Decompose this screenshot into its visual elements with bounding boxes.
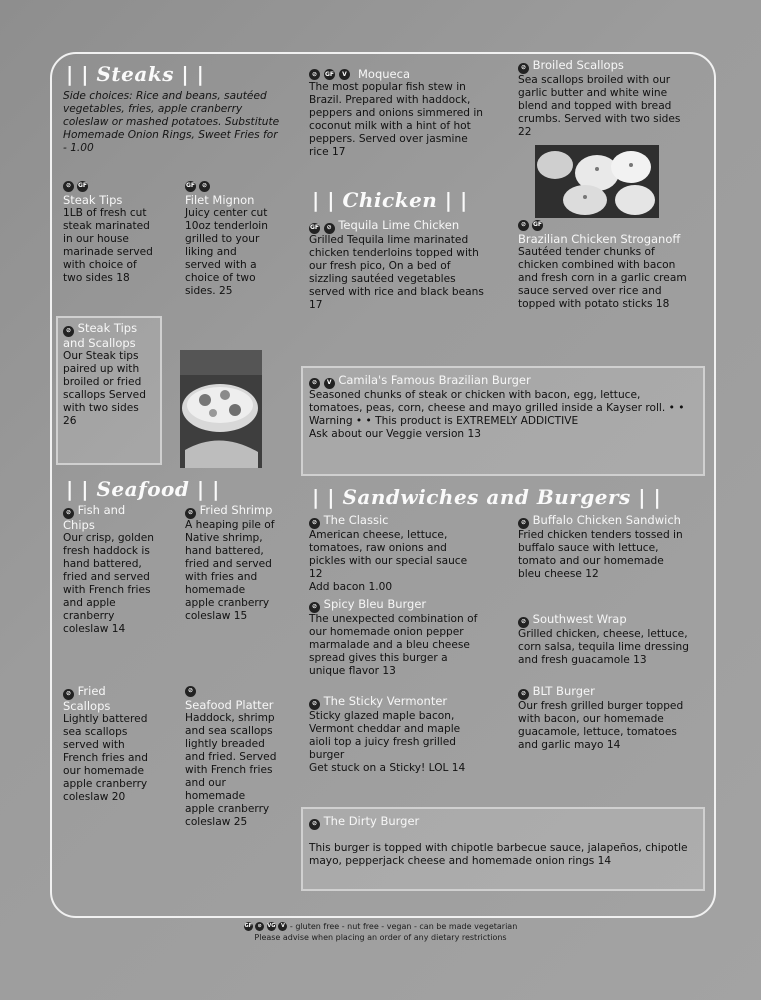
gluten-free-icon: GF — [77, 181, 88, 192]
item-description: A heaping pile of Native shrimp, hand battered, fried and served with fries and homemade apple cranberry coleslaw 15 — [185, 518, 275, 622]
item-description: Our Steak tips paired up with broiled or fried scallops Served with two sides 26 — [63, 349, 146, 427]
menu-item-southwest-wrap — [518, 612, 690, 667]
item-name: Fried Shrimp — [199, 503, 273, 517]
broiled-scallops-photo — [535, 145, 659, 218]
nut-free-icon: ⊘ — [63, 689, 74, 700]
item-description: Grilled chicken, cheese, lettuce, corn salsa, tequila lime dressing and fresh guacamole 13 — [518, 627, 689, 666]
item-description: The unexpected combination of our homemade onion pepper marmalade and a bleu cheese spread gives this burger a unique flavor 13 — [309, 612, 478, 677]
item-description: This burger is topped with chipotle barbecue sauce, jalapeños, chipotle mayo, pepperjack cheese and homemade onion rings 14 — [309, 841, 688, 867]
menu-item-chicken-stroganoff — [518, 218, 698, 311]
item-description: 1LB of fresh cut steak marinated in our house marinade served with choice of two sides 18 — [63, 207, 153, 284]
nut-free-icon: ⊘ — [255, 922, 264, 931]
nut-free-icon: ⊘ — [199, 181, 210, 192]
item-name: The Dirty Burger — [323, 814, 420, 828]
nut-free-icon: ⊘ — [63, 326, 74, 337]
vegetarian-icon: V — [278, 922, 287, 931]
gluten-free-icon: GF — [324, 69, 335, 80]
item-description: Fried chicken tenders tossed in buffalo sauce with lettuce, tomato and our homemade bleu cheese 12 — [518, 528, 683, 580]
nut-free-icon: ⊘ — [518, 617, 529, 628]
item-name: Broiled Scallops — [532, 58, 624, 72]
gluten-free-icon: GF — [244, 923, 252, 929]
nut-free-icon: ⊘ — [309, 699, 320, 710]
section-title-chicken: | | Chicken | | — [312, 188, 468, 212]
steak-scallops-photo — [180, 350, 262, 468]
nut-free-icon: ⊘ — [518, 63, 529, 74]
menu-item-buffalo-chicken — [518, 513, 688, 581]
menu-item-dirty-burger — [309, 814, 693, 868]
nut-free-icon: ⊘ — [309, 819, 320, 830]
item-description: Haddock, shrimp and sea scallops lightly breaded and fried. Served with French fries and our homemade apple cranberry coleslaw 25 — [185, 712, 277, 828]
item-extra: Add bacon 1.00 — [309, 580, 393, 593]
menu-item-broiled-scallops — [518, 58, 696, 139]
item-name: Moqueca — [358, 67, 410, 81]
item-description: Sautéed tender chunks of chicken combined with bacon and fresh corn in a garlic cream sauce served over rice and topped with potato sticks 18 — [518, 246, 687, 310]
menu-item-blt-burger — [518, 684, 690, 752]
menu-item-classic — [309, 513, 481, 594]
vegetarian-icon: V — [339, 69, 350, 80]
gluten-free-icon: GF — [185, 181, 196, 192]
item-name: Steak Tips — [63, 193, 123, 207]
item-name: BLT Burger — [532, 684, 595, 698]
nut-free-icon: ⊘ — [324, 223, 335, 234]
item-name: Spicy Bleu Burger — [323, 597, 427, 611]
item-description: Sticky glazed maple bacon, Vermont cheddar and maple aioli top a juicy fresh grilled burger — [309, 709, 461, 761]
nut-free-icon: ⊘ — [185, 508, 196, 519]
item-description: Lightly battered sea scallops served with French fries and our homemade apple cranberry coleslaw 20 — [63, 712, 148, 803]
item-name: The Classic — [323, 513, 389, 527]
item-description: The most popular fish stew in Brazil. Prepared with haddock, peppers and onions simmered in coconut milk with a hint of hot peppers. Served over jasmine rice 17 — [309, 81, 483, 158]
nut-free-icon: ⊘ — [309, 378, 320, 389]
menu-item-tequila-lime-chicken — [309, 218, 487, 312]
item-name: Southwest Wrap — [532, 612, 627, 626]
item-name: Seafood Platter — [185, 698, 274, 712]
steaks-side-note: Side choices: Rice and beans, sautéed vegetables, fries, apple cranberry coleslaw or mashed potatoes. Substitute Homemade Onion Rings, Sweet Fries for - 1.00 — [63, 90, 280, 154]
menu-item-fish-chips — [63, 503, 155, 636]
item-description: Sea scallops broiled with our garlic butter and white wine blend and topped with bread crumbs. Served with two sides 22 — [518, 73, 681, 138]
item-description: American cheese, lettuce, tomatoes, raw onions and pickles with our special sauce 12 — [309, 528, 468, 580]
dietary-legend — [0, 922, 761, 932]
nut-free-icon: ⊘ — [518, 689, 529, 700]
nut-free-icon: ⊘ — [518, 518, 529, 529]
menu-item-fried-scallops — [63, 684, 155, 804]
nut-free-icon: ⊘ — [518, 220, 529, 231]
item-name: Steak Tips and Scallops — [63, 321, 138, 350]
item-extra: Ask about our Veggie version 13 — [309, 427, 481, 440]
item-extra: Get stuck on a Sticky! LOL 14 — [309, 761, 466, 774]
item-description: Our fresh grilled burger topped with bacon, our homemade guacamole, lettuce, tomatoes and garlic mayo 14 — [518, 699, 684, 751]
item-name: Camila's Famous Brazilian Burger — [338, 373, 531, 387]
item-name: Fish and Chips — [63, 503, 126, 532]
section-title-steaks: | | Steaks | | — [66, 62, 205, 86]
item-description: Grilled Tequila lime marinated chicken tenderloins topped with our fresh pico, On a bed of sizzling sautéed vegetables served with rice and black beans 17 — [309, 233, 484, 311]
item-name: Fried Scallops — [63, 684, 111, 713]
menu-item-steak-tips-scallops — [63, 321, 155, 428]
item-description: Our crisp, golden fresh haddock is hand battered, fried and served with French fries and apple cranberry coleslaw 14 — [63, 531, 154, 635]
menu-item-spicy-bleu — [309, 597, 481, 678]
nut-free-icon: ⊘ — [309, 602, 320, 613]
item-name: The Sticky Vermonter — [323, 694, 448, 708]
item-name: Tequila Lime Chicken — [338, 218, 460, 232]
nut-free-icon: ⊘ — [63, 181, 74, 192]
dietary-advisory: Please advise when placing an order of any dietary restrictions — [254, 933, 507, 942]
legend-text: - gluten free - nut free - vegan - can be made vegetarian — [289, 922, 518, 931]
nut-free-icon: ⊘ — [185, 686, 196, 697]
section-title-seafood: | | Seafood | | — [66, 477, 220, 501]
menu-item-sticky-vermonter — [309, 694, 484, 775]
item-name: Buffalo Chicken Sandwich — [532, 513, 681, 527]
menu-item-moqueca — [309, 67, 484, 159]
vegan-icon: VG — [267, 923, 276, 929]
nut-free-icon: ⊘ — [309, 69, 320, 80]
item-description: Juicy center cut 10oz tenderloin grilled to your liking and served with a choice of two sides. 25 — [185, 207, 268, 297]
gluten-free-icon: GF — [532, 220, 543, 231]
item-name: Filet Mignon — [185, 193, 255, 207]
menu-item-camila-burger — [309, 373, 693, 441]
item-name: Brazilian Chicken Stroganoff — [518, 232, 681, 246]
menu-item-filet-mignon — [185, 179, 273, 298]
nut-free-icon: ⊘ — [309, 518, 320, 529]
vegetarian-icon: V — [324, 378, 335, 389]
section-title-sandwiches: | | Sandwiches and Burgers | | — [312, 485, 662, 509]
gluten-free-icon: GF — [309, 223, 320, 234]
menu-item-fried-shrimp — [185, 503, 277, 623]
menu-item-steak-tips — [63, 179, 155, 285]
nut-free-icon: ⊘ — [63, 508, 74, 519]
item-description: Seasoned chunks of steak or chicken with bacon, egg, lettuce, tomatoes, peas, corn, cheese and mayo grilled inside a Kayser roll. • • Warning • • This product is EXTREMELY ADDICTIVE — [309, 388, 685, 427]
menu-item-seafood-platter — [185, 684, 277, 829]
